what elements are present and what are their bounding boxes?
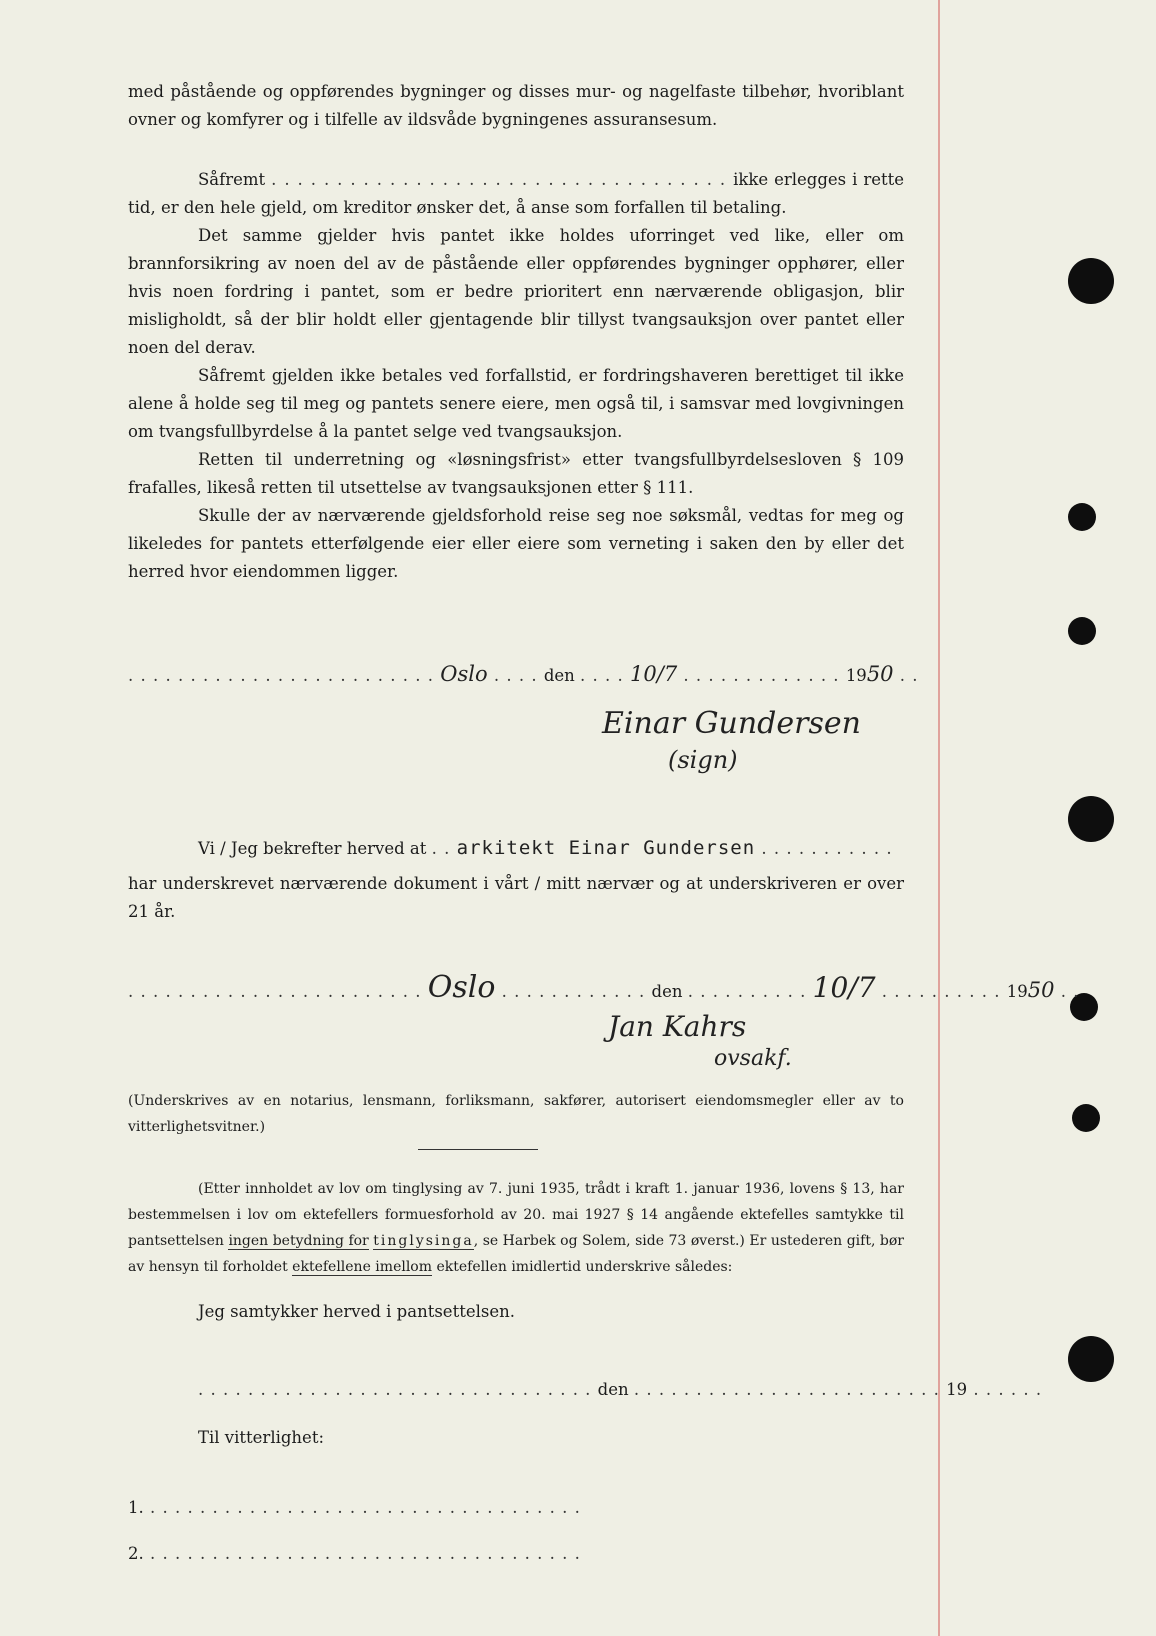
paragraph: Skulle der av nærværende gjeldsforhold reise seg noe søksmål, vedtas for meg og likeledes for pantets etterfølgende eier eller eiere som verneting i saken den by eller det herred hvor eiendommen ligger. — [128, 506, 904, 581]
legal-note-part1: (Etter innholdet av lov om tinglysing av 7. juni 1935, trådt i kraft 1. januar 1936, lovens § 13, har bestemmelsen i lov om ektefellers formuesforhold av 20. mai 1927 § 14 angående ektefelles samtykke til pantsettelsen — [128, 1181, 904, 1249]
date: 10/7 — [630, 662, 678, 686]
place-date-line: . . . . . . . . . . . . . . . . . . . . . . . . . Oslo . . . . den . . . . 10/7 . . . . . . . . . . . . . 1950 . . — [128, 662, 919, 686]
spaced-text: tinglysinga — [373, 1233, 474, 1249]
paragraph-rest: ikke erlegges i rette tid, er den hele gjeld, om kreditor ønsker det, å anse som forfallen til betaling. — [128, 170, 904, 217]
consent-line: Jeg samtykker herved i pantsettelsen. — [198, 1302, 515, 1321]
underlined-text: ingen betydning for — [228, 1233, 369, 1249]
year-prefix: 19 — [946, 1380, 968, 1399]
legal-note-part3: ektefellen imidlertid underskrive således: — [436, 1259, 733, 1275]
punch-hole — [1068, 258, 1114, 304]
den-label: den — [651, 982, 683, 1001]
blank-date-line: . . . . . . . . . . . . . . . . . . . . . . . . . . . . . . . . den . . . . . . . . . . . . . . . . . . . . . . . . . 19 . . . . . . — [198, 1380, 1043, 1399]
signature-2: Jan Kahrs — [608, 1010, 747, 1043]
separator — [418, 1149, 538, 1150]
den-label: den — [543, 666, 575, 685]
den-label: den — [597, 1380, 629, 1399]
paragraph — [128, 166, 904, 222]
signature-1: Einar Gundersen — [602, 706, 861, 741]
main-text — [128, 166, 904, 586]
signature-2-title: ovsakf. — [714, 1046, 792, 1071]
blank-field: . . . . . . . . . . . . . . . . . . . . . . . . . . . . . . . . . . . — [271, 170, 734, 189]
punch-hole — [1068, 1336, 1114, 1382]
signature-1-note: (sign) — [668, 746, 738, 774]
main-text — [128, 78, 904, 134]
confirmation-prefix: Vi / Jeg bekrefter herved at — [198, 839, 427, 858]
date: 10/7 — [812, 971, 876, 1004]
paragraph: Såfremt gjelden ikke betales ved forfallstid, er fordringshaveren berettiget til ikke alene å holde seg til meg og pantets senere eiere, men også til, i samsvar med lovgivningen om tvangsfullbyrdelse å la pantet selge ved tvangsauksjon. — [128, 366, 904, 441]
year-suffix: 50 — [1027, 978, 1055, 1002]
paragraph: Det samme gjelder hvis pantet ikke holdes uforringet ved like, eller om brannforsikring av noen del av de påstående eller oppførendes bygninger opphører, eller hvis noen fordring i pantet, som er bedre prioritert enn nærværende obligasjon, blir misligholdt, så der blir holdt eller gjentagende blir tillyst tvangsauksjon over pantet eller noen del derav. — [128, 226, 904, 357]
paragraph: har underskrevet nærværende dokument i vårt / mitt nærvær og at underskriveren er over 21 år. — [128, 874, 904, 921]
legal-note — [128, 1176, 904, 1280]
typed-name: arkitekt Einar Gundersen — [456, 837, 756, 859]
confirmation-text — [128, 870, 904, 926]
place: Oslo — [427, 970, 496, 1005]
place-date-line: . . . . . . . . . . . . . . . . . . . . . . . . Oslo . . . . . . . . . . . . den . . . . . . . . . . 10/7 . . . . . . . . . . 1950 . . — [128, 970, 1080, 1005]
witness-line-2: 2. . . . . . . . . . . . . . . . . . . . . . . . . . . . . . . . . . . . — [128, 1544, 581, 1563]
paragraph: med påstående og oppførendes bygninger og disses mur- og nagelfaste tilbehør, hvoriblant ovner og komfyrer og i tilfelle av ildsvåde bygningenes assuransesum. — [128, 82, 904, 129]
place: Oslo — [440, 662, 488, 686]
punch-hole — [1068, 617, 1096, 645]
paragraph: Retten til underretning og «løsningsfrist» etter tvangsfullbyrdelsesloven § 109 frafalles, likeså retten til utsettelse av tvangsauksjonen etter § 111. — [128, 450, 904, 497]
witness-note: (Underskrives av en notarius, lensmann, forliksmann, sakfører, autorisert eiendomsmegler eller av to vitterlighetsvitner.) — [128, 1093, 904, 1135]
legal-note-part2: , se Harbek og Solem, side 73 øverst.) Er ustederen gift, bør av hensyn til forholdet — [128, 1233, 904, 1275]
witness-label: Til vitterlighet: — [198, 1428, 325, 1447]
punch-hole — [1072, 1104, 1100, 1132]
underlined-text: ektefellene imellom — [292, 1259, 433, 1275]
paragraph-start: Såfremt — [198, 170, 266, 189]
year-prefix: 19 — [845, 666, 867, 685]
punch-hole — [1068, 796, 1114, 842]
year-suffix: 50 — [866, 662, 894, 686]
witness-line-1: 1. . . . . . . . . . . . . . . . . . . . . . . . . . . . . . . . . . . . — [128, 1498, 581, 1517]
punch-hole — [1068, 503, 1096, 531]
confirmation-line: Vi / Jeg bekrefter herved at . . arkitekt Einar Gundersen . . . . . . . . . . . — [198, 837, 893, 859]
year-prefix: 19 — [1006, 982, 1028, 1001]
